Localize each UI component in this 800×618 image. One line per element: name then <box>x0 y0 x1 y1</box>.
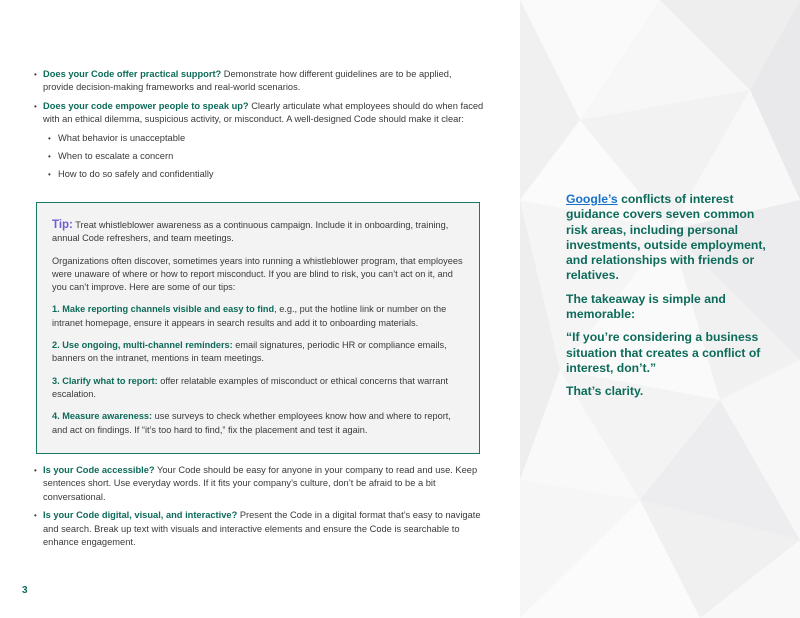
bullet-text: Present the Code in a digital format that’s easy to navigate and search. Break up text with visuals and interactive elements and ensure the Code is searchable to enhance engagement. <box>43 510 481 548</box>
tip-item <box>52 339 465 366</box>
bullet-text: Demonstrate how different guidelines are to be applied, provide decision-making frameworks and real-world scenarios. <box>43 69 452 93</box>
tip-text: use surveys to check whether employees know how and where to report, and act on findings. If “it’s too hard to find,” fix the placement and test it again. <box>52 411 451 435</box>
bullet-question: Does your Code offer practical support? <box>43 69 222 79</box>
tip-paragraph: Organizations often discover, sometimes years into running a whistleblower program, that employees were unaware of where or how to report misconduct. If you are blind to risk, you can’t act on it, and you can’t improve. Here are some of our tips: <box>52 255 463 293</box>
top-bullet-list <box>34 68 484 186</box>
tip-intro <box>52 219 465 246</box>
page-number: 3 <box>22 585 28 596</box>
bottom-bullet-list <box>34 464 484 554</box>
tip-title: 3. Clarify what to report: <box>52 375 158 386</box>
google-link[interactable]: Google’s <box>566 192 618 206</box>
sub-list-item: • When to escalate a concern <box>48 150 484 163</box>
list-item <box>34 509 484 549</box>
list-item <box>34 100 484 181</box>
tip-label: Tip: <box>52 219 73 231</box>
sidebar-quote <box>566 192 771 408</box>
tip-box <box>36 202 480 454</box>
sidebar-text: conflicts of interest guidance covers seven common risk areas, including personal investments, outside employment, and relationships with friends or relatives. <box>566 192 766 283</box>
tip-text: email signatures, periodic HR or compliance emails, banners on the intranet, mentions in team meetings. <box>52 340 447 364</box>
list-item <box>34 464 484 504</box>
sub-bullet-list <box>48 132 484 181</box>
sidebar-clarity: That’s clarity. <box>566 384 644 399</box>
tip-title: 4. Measure awareness: <box>52 411 153 422</box>
list-item <box>34 68 484 95</box>
sub-list-item: • What behavior is unacceptable <box>48 132 484 145</box>
bullet-question: Is your Code digital, visual, and interactive? <box>43 510 238 521</box>
tip-text: , e.g., put the hotline link or number on the intranet homepage, ensure it appears in search results and add it to onboarding materials. <box>52 304 447 328</box>
bullet-question: Does your code empower people to speak up? <box>43 100 249 111</box>
tip-item <box>52 410 465 437</box>
bullet-text: Your Code should be easy for anyone in your company to read and use. Keep sentences short. Use everyday words. If it fits your company’s culture, don’t be afraid to be a bit conversational. <box>43 465 478 502</box>
tip-title: 2. Use ongoing, multi-channel reminders: <box>52 340 233 351</box>
tip-item <box>52 375 465 402</box>
sidebar-quotation: “If you’re considering a business situation that creates a conflict of interest, don’t.” <box>566 330 761 375</box>
tip-intro-text: Treat whistleblower awareness as a continuous campaign. Include it in onboarding, training, annual Code refreshers, and team meetings. <box>52 220 449 244</box>
bullet-text: Clearly articulate what employees should do when faced with an ethical dilemma, suspicious activity, or misconduct. A well-designed Code should make it clear: <box>43 100 484 125</box>
sidebar-paragraph <box>566 192 771 284</box>
sidebar-panel <box>520 0 800 618</box>
sub-list-item: • How to do so safely and confidentially <box>48 168 484 181</box>
tip-item <box>52 303 465 330</box>
sidebar-takeaway: The takeaway is simple and memorable: <box>566 291 726 322</box>
tip-text: offer relatable examples of misconduct or ethical concerns that warrant escalation. <box>52 375 449 399</box>
bullet-question: Is your Code accessible? <box>43 465 155 475</box>
tip-title: 1. Make reporting channels visible and easy to find <box>52 304 275 315</box>
